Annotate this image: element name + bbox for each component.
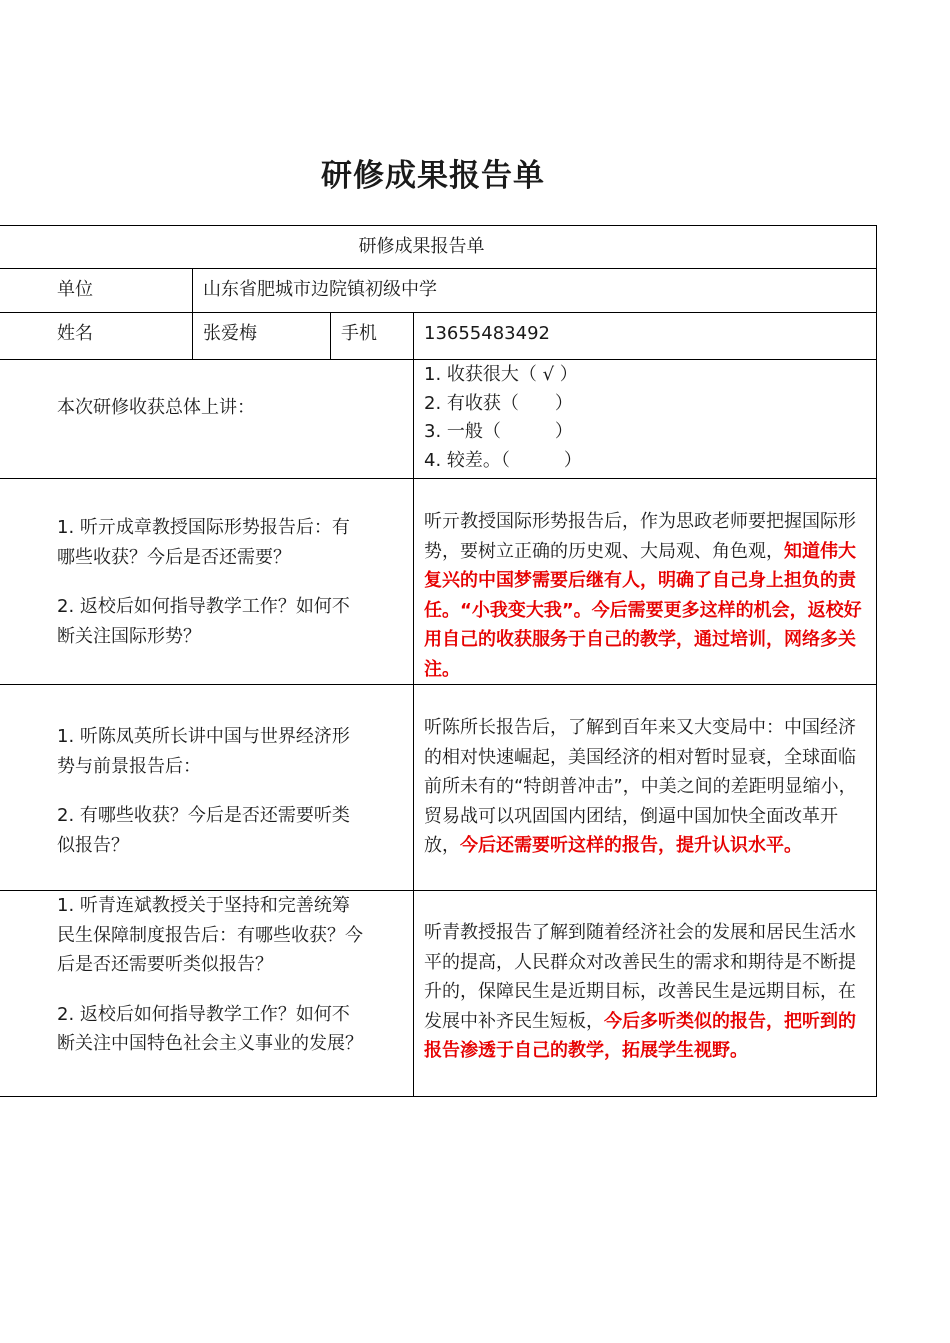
overall-options	[413, 359, 877, 479]
overall-question: 本次研修收获总体上讲：	[0, 359, 414, 479]
unit-label: 单位	[0, 268, 193, 313]
phone-label: 手机	[330, 312, 414, 360]
option-4: 4. 较差。（ ）	[424, 450, 582, 472]
q2-question: 1. 听陈凤英所长讲中国与世界经济形 势与前景报告后： 2. 有哪些收获？今后是否还需要听类 似报告？	[0, 684, 414, 891]
unit-value: 山东省肥城市边院镇初级中学	[192, 268, 877, 313]
q1-answer: 听亓教授国际形势报告后，作为思政老师要把握国际形势，要树立正确的历史观、大局观、角色观，知道伟大复兴的中国梦需要后继有人，明确了自己身上担负的责任。“小我变大我”。今后需要更多这样的机会，返校好用自己的收获服务于自己的教学，通过培训，网络多关注。	[413, 478, 877, 685]
q3-answer: 听青教授报告了解到随着经济社会的发展和居民生活水平的提高，人民群众对改善民生的需求和期待是不断提升的，保障民生是近期目标，改善民生是远期目标，在发展中补齐民生短板，今后多听类似的报告，把听到的报告渗透于自己的教学，拓展学生视野。	[413, 890, 877, 1097]
phone-value: 13655483492	[413, 312, 877, 360]
q1-question: 1. 听亓成章教授国际形势报告后：有 哪些收获？今后是否还需要？ 2. 返校后如何指导教学工作？如何不 断关注国际形势？	[0, 478, 414, 685]
page-title: 研修成果报告单	[321, 158, 545, 194]
option-3: 3. 一般（ ）	[424, 421, 573, 443]
name-value: 张爱梅	[192, 312, 331, 360]
q2-answer: 听陈所长报告后，了解到百年来又大变局中：中国经济的相对快速崛起，美国经济的相对暂时显衰，全球面临前所未有的“特朗普冲击”，中美之间的差距明显缩小，贸易战可以巩固国内团结，倒逼中国加快全面改革开放，今后还需要听这样的报告，提升认识水平。	[413, 684, 877, 891]
name-label: 姓名	[0, 312, 193, 360]
option-2: 2. 有收获（ ）	[424, 392, 573, 414]
report-table	[57, 225, 876, 1097]
table-title: 研修成果报告单	[0, 225, 877, 269]
q3-question: 1. 听青连斌教授关于坚持和完善统筹 民生保障制度报告后：有哪些收获？今 后是否还需要听类似报告？ 2. 返校后如何指导教学工作？如何不 断关注中国特色社会主义事业的发展？	[0, 890, 414, 1097]
option-1: 1. 收获很大（ √ ）	[424, 364, 578, 385]
